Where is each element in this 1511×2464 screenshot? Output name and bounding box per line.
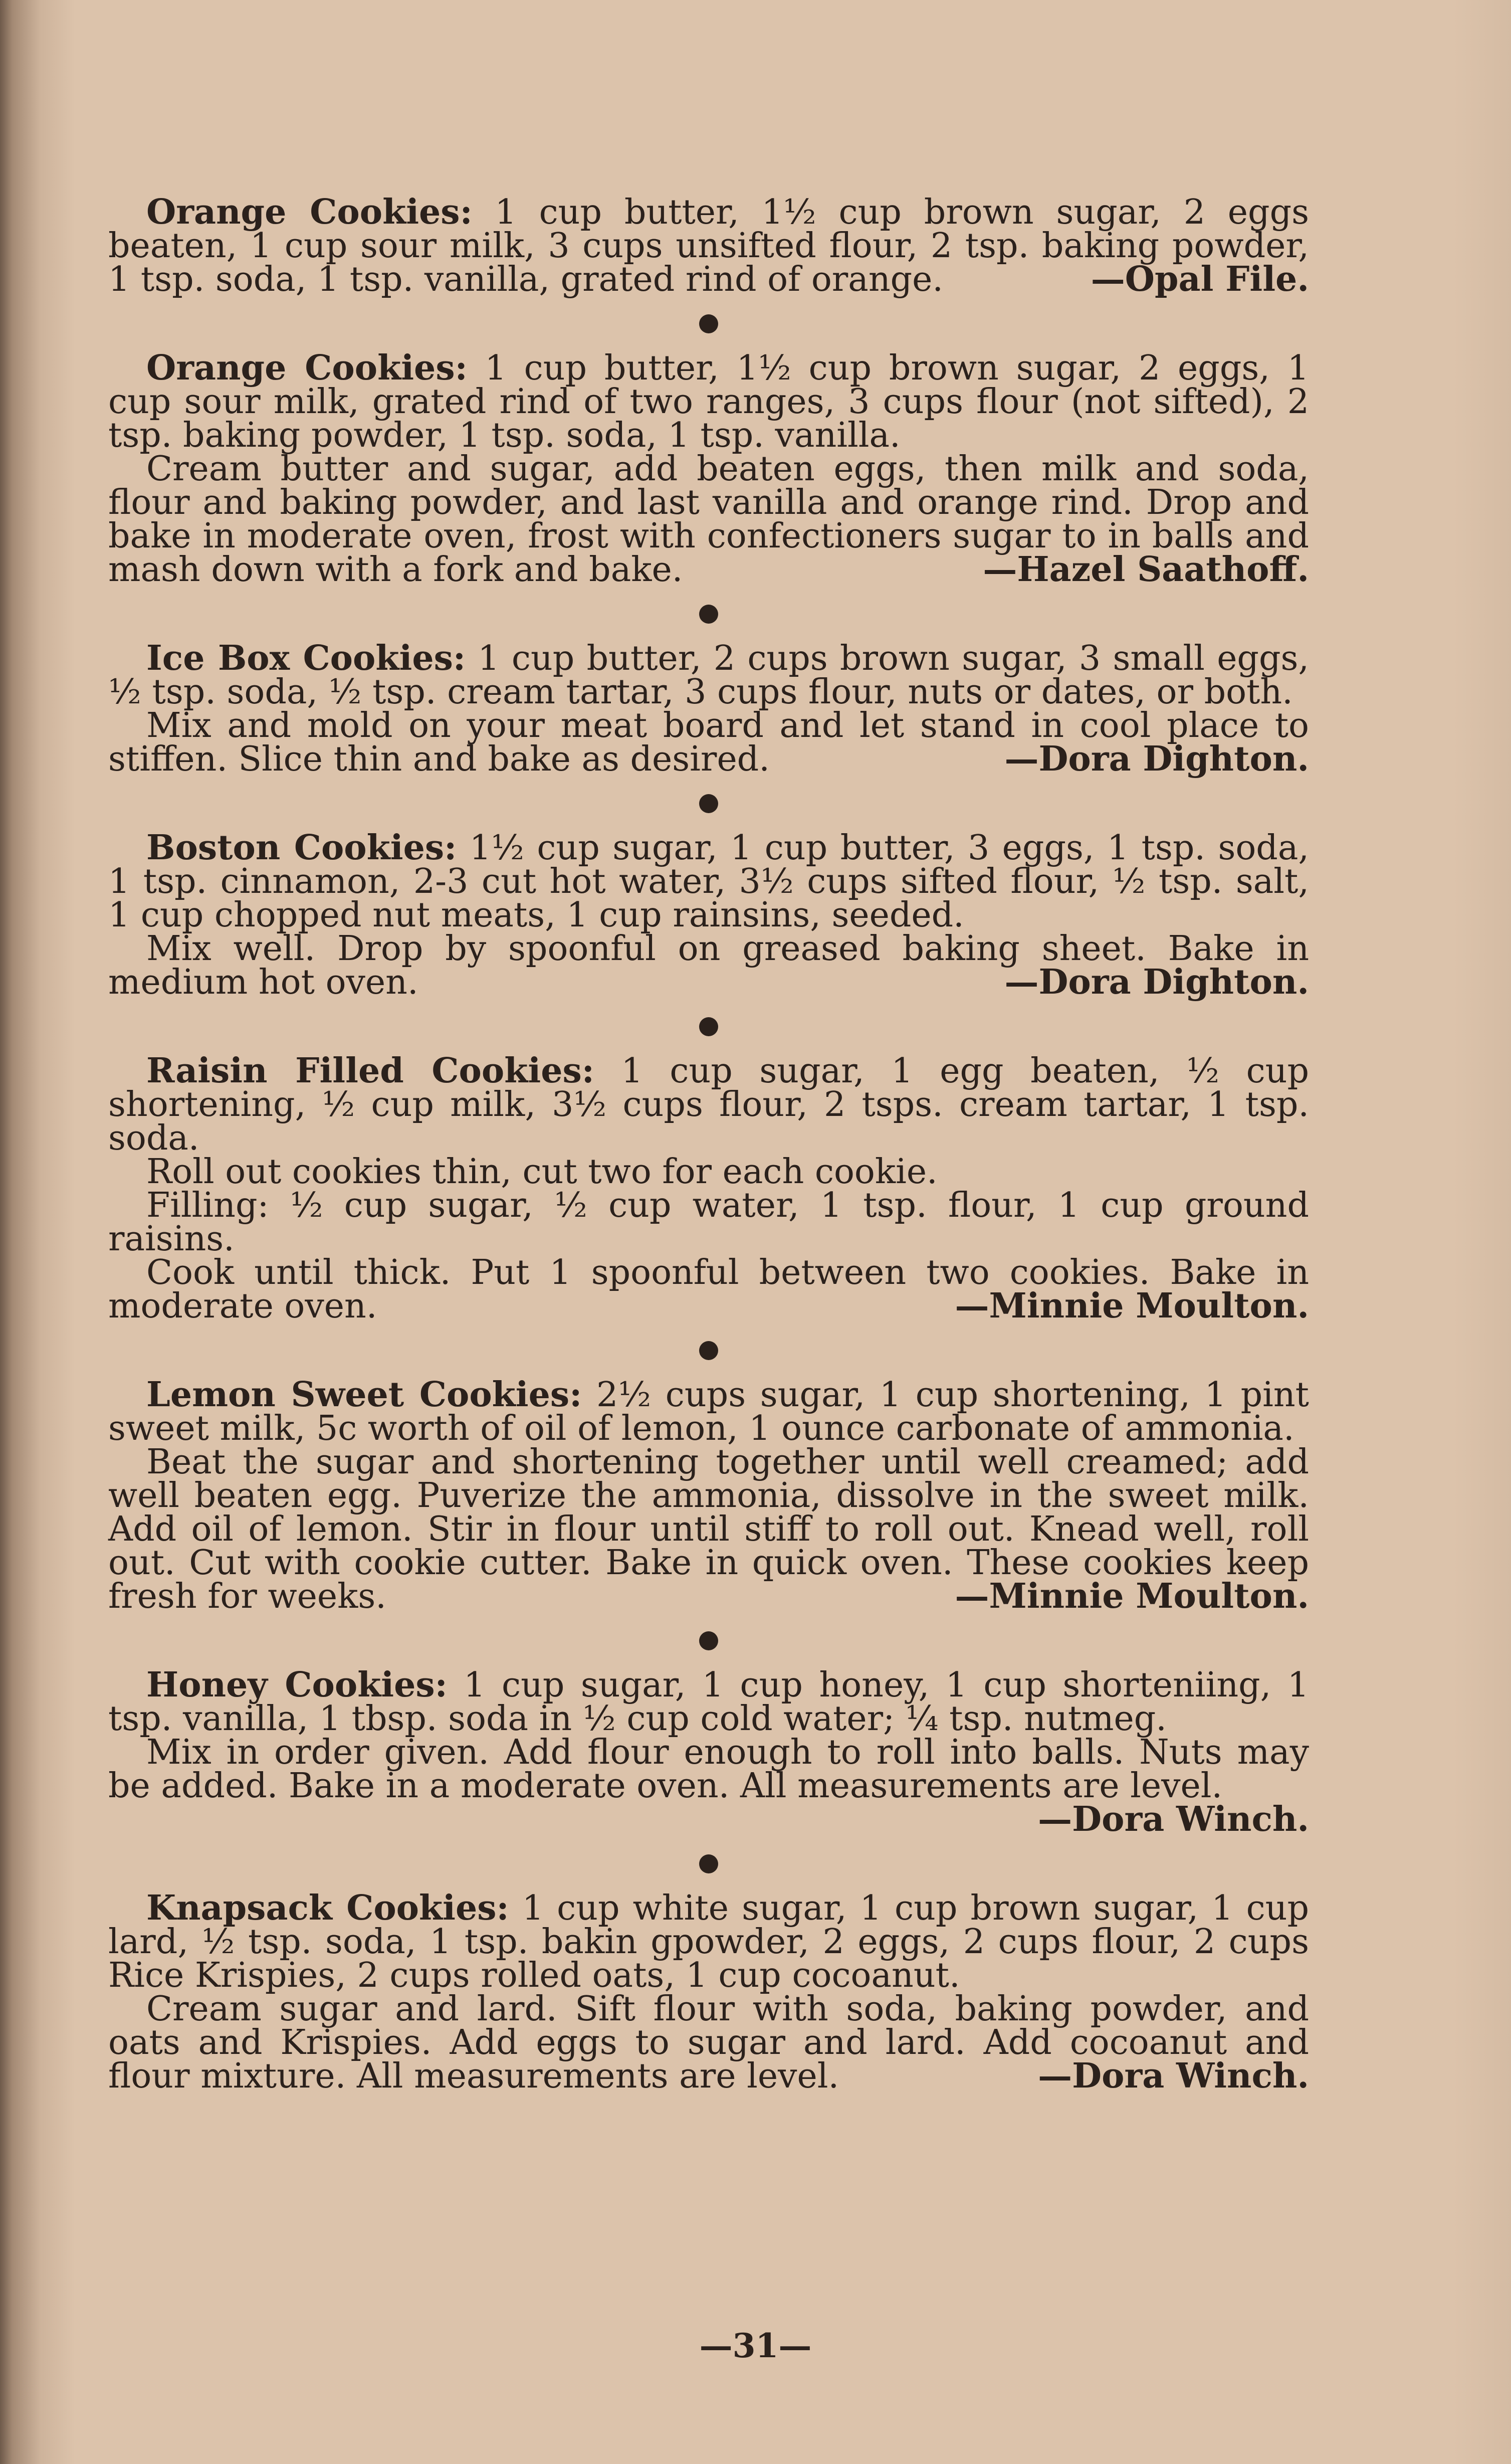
- recipe-lemon-sweet-cookies: [108, 1375, 1309, 1616]
- recipe-directions-2: Cook until thick. Put 1 spoonful between two cookies. Bake in moderate oven.: [108, 1253, 1309, 1326]
- bullet-separator: [699, 1631, 718, 1650]
- recipe-author: —Dora Winch.: [1038, 2056, 1309, 2096]
- recipe-filling: Filling: ½ cup sugar, ½ cup water, 1 tsp. flour, 1 cup ground raisins.: [108, 1186, 1309, 1259]
- recipe-ingredients: 1 cup butter, 2 cups brown sugar, 3 small eggs, ½ tsp. soda, ½ tsp. cream tartar, 3 cups flour, nuts or dates, or both.: [108, 639, 1309, 712]
- bullet-separator: [699, 605, 718, 624]
- recipe-ingredients: 1 cup white sugar, 1 cup brown sugar, 1 cup lard, ½ tsp. soda, 1 tsp. bakin gpowder, 2 eggs, 2 cups flour, 2 cups Rice Krispies, 2 cups rolled oats, 1 cup cocoanut.: [108, 1888, 1309, 1995]
- recipe-author: —Hazel Saathoff.: [983, 549, 1309, 590]
- recipe-directions: Mix well. Drop by spoonful on greased baking sheet. Bake in medium hot oven.: [108, 929, 1309, 1002]
- recipe-ingredients: 2½ cups sugar, 1 cup shortening, 1 pint sweet milk, 5c worth of oil of lemon, 1 ounce carbonate of ammonia.: [108, 1375, 1309, 1448]
- bullet-separator: [699, 314, 718, 333]
- recipe-author: —Minnie Moulton.: [955, 1576, 1309, 1616]
- recipe-directions: Beat the sugar and shortening together until well creamed; add well beaten egg. Puverize the ammonia, dissolve in the sweet milk. Add oil of lemon. Stir in flour until stiff to roll out. Knead well, roll out. Cut with cookie cutter. Bake in quick oven. These cookies keep fresh for weeks.: [108, 1442, 1309, 1616]
- recipe-directions: Cream butter and sugar, add beaten eggs, then milk and soda, flour and baking powder, and last vanilla and orange rind. Drop and bake in moderate oven, frost with confectioners sugar to in balls and mash down with a fork and bake.: [108, 449, 1309, 590]
- recipe-ice-box-cookies: [108, 638, 1309, 779]
- recipe-ingredients: 1 cup sugar, 1 cup honey, 1 cup shorteniing, 1 tsp. vanilla, 1 tbsp. soda in ½ cup cold water; ¼ tsp. nutmeg.: [108, 1665, 1310, 1739]
- bullet-separator: [699, 794, 718, 813]
- recipe-author: —Opal File.: [1091, 259, 1309, 299]
- bullet-separator: [699, 1854, 718, 1873]
- recipe-list: [108, 192, 1310, 2096]
- recipe-title: Orange Cookies:: [146, 192, 473, 232]
- recipe-title: Raisin Filled Cookies:: [146, 1051, 594, 1091]
- recipe-title: Honey Cookies:: [146, 1665, 448, 1705]
- recipe-title: Knapsack Cookies:: [146, 1888, 509, 1928]
- recipe-directions: Roll out cookies thin, cut two for each cookie.: [146, 1152, 938, 1192]
- page-number: —31—: [699, 2326, 812, 2365]
- recipe-ingredients: 1½ cup sugar, 1 cup butter, 3 eggs, 1 tsp. soda, 1 tsp. cinnamon, 2-3 cut hot water, 3½ cups sifted flour, ½ tsp. salt, 1 cup chopped nut meats, 1 cup rainsins, seeded.: [108, 828, 1309, 935]
- recipe-title: Orange Cookies:: [146, 348, 468, 388]
- recipe-ingredients: 1 cup butter, 1½ cup brown sugar, 2 eggs, 1 cup sour milk, grated rind of two ranges, 3 cups flour (not sifted), 2 tsp. baking powder, 1 tsp. soda, 1 tsp. vanilla.: [108, 348, 1309, 455]
- recipe-title: Ice Box Cookies:: [146, 638, 466, 678]
- recipe-ingredients: 1 cup sugar, 1 egg beaten, ½ cup shortening, ½ cup milk, 3½ cups flour, 2 tsps. cream tartar, 1 tsp. soda.: [108, 1051, 1309, 1158]
- recipe-title: Lemon Sweet Cookies:: [146, 1375, 582, 1415]
- recipe-author: —Dora Dighton.: [1004, 739, 1309, 779]
- recipe-directions: Mix in order given. Add flour enough to roll into balls. Nuts may be added. Bake in a moderate oven. All measurements are level.: [108, 1733, 1309, 1806]
- recipe-orange-cookies-file: [108, 192, 1310, 299]
- bullet-separator: [699, 1341, 718, 1360]
- recipe-ingredients: 1 cup butter, 1½ cup brown sugar, 2 eggs beaten, 1 cup sour milk, 3 cups unsifted flour, 2 tsp. baking powder, 1 tsp. soda, 1 tsp. vanilla, grated rind of orange.: [108, 193, 1310, 299]
- recipe-title: Boston Cookies:: [146, 828, 457, 868]
- recipe-knapsack-cookies: [108, 1888, 1309, 2096]
- recipe-author: —Minnie Moulton.: [955, 1286, 1309, 1326]
- recipe-boston-cookies: [108, 828, 1309, 1002]
- bullet-separator: [699, 1017, 718, 1036]
- recipe-author: —Dora Dighton.: [1004, 962, 1309, 1002]
- recipe-raisin-filled-cookies: [108, 1051, 1309, 1326]
- recipe-orange-cookies-saathoff: [108, 348, 1309, 590]
- recipe-honey-cookies: [108, 1665, 1310, 1839]
- recipe-directions: Cream sugar and lard. Sift flour with soda, baking powder, and oats and Krispies. Add eggs to sugar and lard. Add cocoanut and flour mixture. All measurements are level.: [108, 1989, 1309, 2096]
- recipe-author: —Dora Winch.: [1038, 1799, 1309, 1839]
- recipe-directions: Mix and mold on your meat board and let stand in cool place to stiffen. Slice thin and bake as desired.: [108, 706, 1309, 779]
